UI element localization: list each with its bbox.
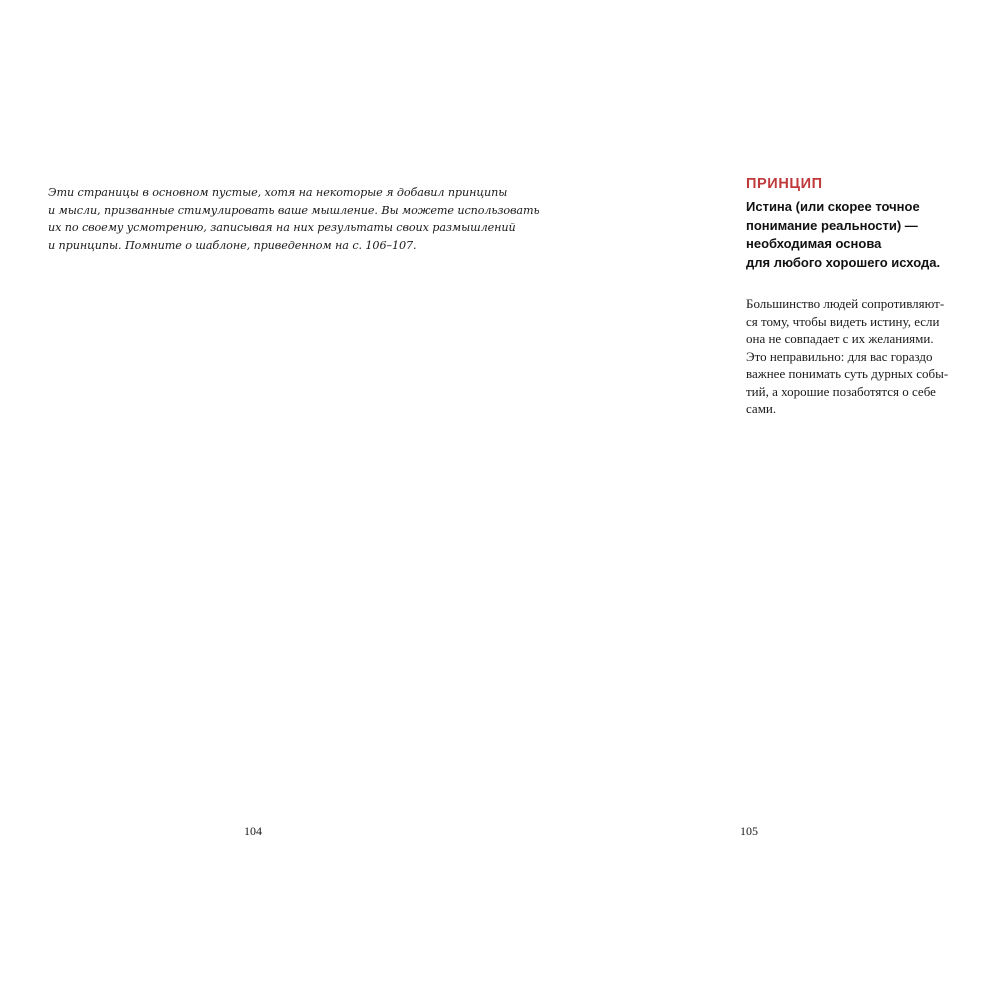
statement-line: понимание реальности) — bbox=[746, 217, 918, 233]
statement-line: необходимая основа bbox=[746, 236, 882, 251]
intro-line: Эти страницы в основном пустые, хотя на некоторые я добавил принципы bbox=[48, 186, 508, 199]
intro-line: их по своему усмотрению, записывая на них результаты своих размышлений bbox=[48, 221, 516, 234]
body-line: тий, а хорошие позаботятся о себе bbox=[746, 383, 936, 399]
principle-statement bbox=[746, 198, 966, 272]
page-number-right: 105 bbox=[740, 824, 758, 838]
body-line: сами. bbox=[746, 401, 777, 416]
statement-line: Истина (или скорее точное bbox=[746, 199, 920, 214]
intro-line: и мысли, призванные стимулировать ваше мышление. Вы можете использовать bbox=[48, 203, 540, 217]
principle-label: ПРИНЦИП bbox=[746, 176, 823, 192]
intro-paragraph bbox=[48, 184, 540, 254]
body-line: Большинство людей сопротивляют- bbox=[746, 296, 945, 311]
statement-line: для любого хорошего исхода. bbox=[746, 254, 941, 270]
page-number-left: 104 bbox=[244, 824, 262, 838]
body-line: она не совпадает с их желаниями. bbox=[746, 331, 934, 346]
body-line: ся тому, чтобы видеть истину, если bbox=[746, 313, 940, 329]
body-line: важнее понимать суть дурных собы- bbox=[746, 366, 949, 381]
intro-line: и принципы. Помните о шаблоне, приведенном на с. 106–107. bbox=[48, 238, 417, 252]
right-page bbox=[500, 0, 1000, 1000]
principle-body bbox=[746, 295, 966, 418]
principle-block bbox=[746, 176, 966, 418]
body-line: Это неправильно: для вас гораздо bbox=[746, 348, 933, 364]
